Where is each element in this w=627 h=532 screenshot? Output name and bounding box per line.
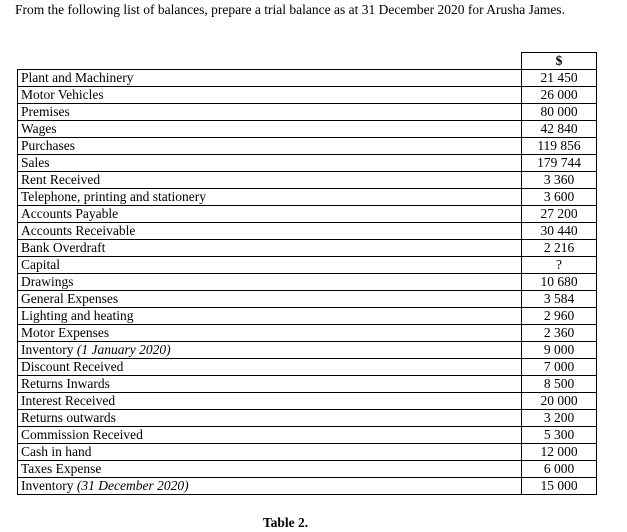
account-label: Inventory [21,478,74,493]
amount-cell: 9 000 [522,342,597,359]
account-label: Purchases [21,138,75,153]
amount-cell: 26 000 [522,87,597,104]
amount-cell: 3 600 [522,189,597,206]
intro-text: From the following list of balances, prepare a trial balance as at 31 December 2020 for Arusha James. [15,2,565,17]
account-label: Returns outwards [21,410,116,425]
account-label: Telephone, printing and stationery [21,189,207,204]
amount-cell: 27 200 [522,206,597,223]
account-date-note: (31 December 2020) [76,478,189,493]
amount-cell: 42 840 [522,121,597,138]
table-row [18,478,597,495]
account-name-cell [18,206,522,223]
table-row [18,87,597,104]
account-label: Drawings [21,274,74,289]
table-row [18,138,597,155]
account-name-cell [18,393,522,410]
amount-cell: 119 856 [522,138,597,155]
amount-cell: 2 960 [522,308,597,325]
amount-cell: 30 440 [522,223,597,240]
table-caption [0,515,627,531]
account-label: Returns Inwards [21,376,110,391]
table-row [18,206,597,223]
table-header-row [18,53,597,70]
account-label: Interest Received [21,393,116,408]
table-row [18,325,597,342]
account-label: Wages [21,121,57,136]
account-name-cell [18,87,522,104]
account-name-cell [18,70,522,87]
balances-table [17,52,597,495]
account-name-cell [18,410,522,427]
table-row [18,461,597,478]
account-label: Accounts Receivable [21,223,136,238]
amount-cell: 80 000 [522,104,597,121]
account-name-cell [18,461,522,478]
account-name-cell [18,257,522,274]
account-date-note: (1 January 2020) [76,342,171,357]
account-name-cell [18,240,522,257]
table-row [18,444,597,461]
table-row [18,274,597,291]
amount-cell: 179 744 [522,155,597,172]
account-name-cell [18,359,522,376]
account-label: Premises [21,104,70,119]
account-label: Commission Received [21,427,143,442]
table-row [18,70,597,87]
table-row [18,359,597,376]
amount-cell: 15 000 [522,478,597,495]
account-label: Capital [21,257,60,272]
account-name-cell [18,189,522,206]
account-label: Cash in hand [21,444,92,459]
table-row [18,342,597,359]
table-row [18,172,597,189]
account-label: General Expenses [21,291,119,306]
amount-cell: 3 200 [522,410,597,427]
currency-header: $ [522,53,597,70]
amount-cell: ? [522,257,597,274]
account-name-cell [18,274,522,291]
account-name-cell [18,172,522,189]
table-row [18,257,597,274]
account-label: Rent Received [21,172,101,187]
amount-cell: 2 216 [522,240,597,257]
table-row [18,393,597,410]
account-label: Motor Vehicles [21,87,104,102]
amount-cell: 5 300 [522,427,597,444]
amount-cell: 2 360 [522,325,597,342]
table-row [18,291,597,308]
account-name-cell [18,342,522,359]
amount-cell: 12 000 [522,444,597,461]
account-name-cell [18,478,522,495]
amount-cell: 8 500 [522,376,597,393]
amount-cell: 10 680 [522,274,597,291]
table-caption-text: Table 2. [262,515,309,530]
account-name-cell [18,444,522,461]
table-row [18,308,597,325]
account-label: Plant and Machinery [21,70,134,85]
amount-cell: 3 360 [522,172,597,189]
table-row [18,189,597,206]
amount-cell: 6 000 [522,461,597,478]
account-name-cell [18,376,522,393]
account-label: Motor Expenses [21,325,110,340]
account-label: Inventory [21,342,74,357]
header-blank-cell [18,53,522,70]
account-name-cell [18,308,522,325]
table-row [18,240,597,257]
account-name-cell [18,325,522,342]
account-label: Bank Overdraft [21,240,106,255]
account-name-cell [18,223,522,240]
account-name-cell [18,291,522,308]
amount-cell: 7 000 [522,359,597,376]
account-name-cell [18,121,522,138]
amount-cell: 20 000 [522,393,597,410]
account-label: Sales [21,155,50,170]
account-name-cell [18,427,522,444]
table-row [18,427,597,444]
account-label: Taxes Expense [21,461,102,476]
amount-cell: 21 450 [522,70,597,87]
account-label: Discount Received [21,359,124,374]
table-row [18,376,597,393]
table-row [18,223,597,240]
table-row [18,104,597,121]
table-row [18,155,597,172]
account-label: Lighting and heating [21,308,134,323]
account-name-cell [18,138,522,155]
amount-cell: 3 584 [522,291,597,308]
table-row [18,121,597,138]
account-name-cell [18,155,522,172]
account-label: Accounts Payable [21,206,119,221]
table-row [18,410,597,427]
account-name-cell [18,104,522,121]
